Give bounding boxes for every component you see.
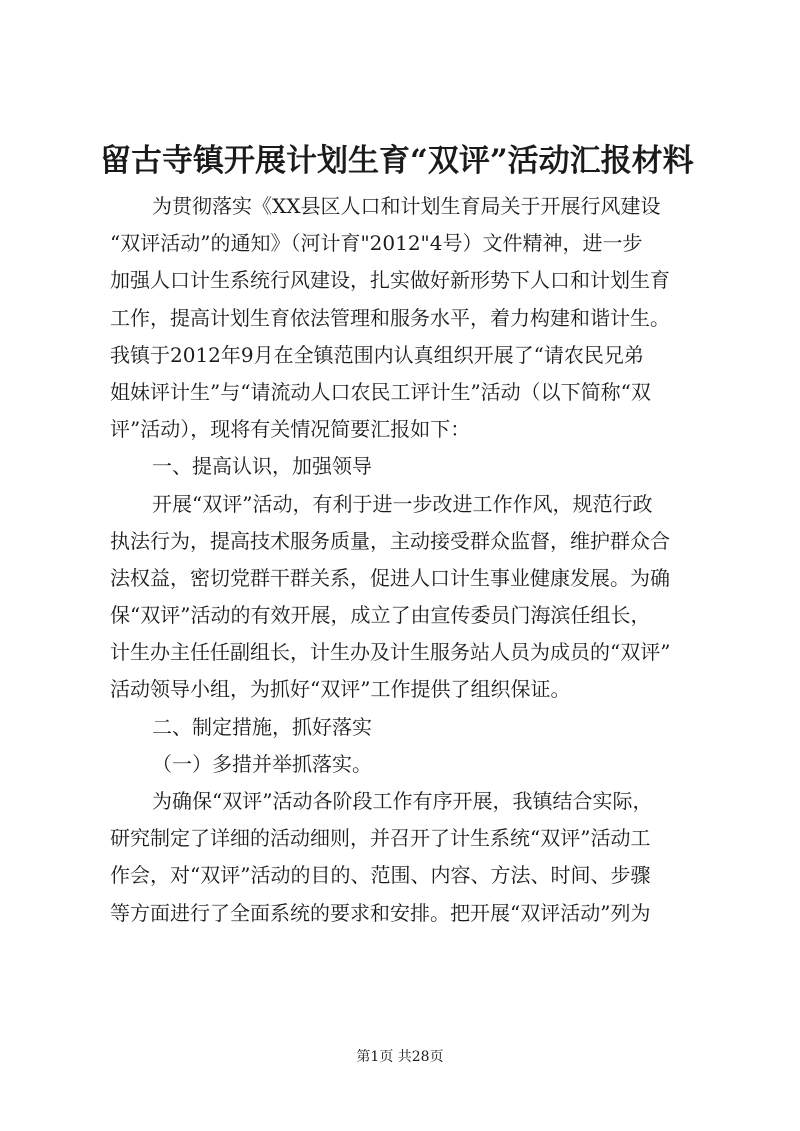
paragraph-line: 法权益，密切党群干群关系，促进人口计生事业健康发展。为确 (110, 565, 670, 590)
paragraph-line: 我镇于2012年9月在全镇范围内认真组织开展了“请农民兄弟 (110, 342, 644, 367)
section-heading: 二、制定措施，抓好落实 (152, 714, 372, 739)
paragraph-line: 等方面进行了全面系统的要求和安排。把开展“双评活动”列为 (110, 900, 651, 925)
paragraph-line: 计生办主任任副组长，计生办及计生服务站人员为成员的“双评” (110, 640, 671, 665)
subsection-heading: （一）多措并举抓落实。 (152, 751, 372, 776)
section-heading: 一、提高认识，加强领导 (152, 454, 372, 479)
paragraph-line: 研究制定了详细的活动细则，并召开了计生系统“双评”活动工 (110, 826, 651, 851)
paragraph-line: “双评活动”的通知》（河计育"2012"4号）文件精神，进一步 (110, 231, 643, 256)
paragraph-line: 姐妹评计生”与“请流动人口农民工评计生”活动（以下简称“双 (110, 379, 651, 404)
page-footer: 第1页 共28页 (356, 1049, 444, 1065)
paragraph-line: 工作，提高计划生育依法管理和服务水平，着力构建和谐计生。 (110, 305, 670, 330)
document-title: 留古寺镇开展计划生育“双评”活动汇报材料 (100, 143, 694, 179)
paragraph-line: 执法行为，提高技术服务质量，主动接受群众监督，维护群众合 (110, 528, 670, 553)
paragraph-line: 为贯彻落实《XX县区人口和计划生育局关于开展行风建设 (152, 194, 661, 218)
paragraph-line: 作会，对“双评”活动的目的、范围、内容、方法、时间、步骤 (110, 863, 651, 888)
document-body (110, 188, 710, 932)
paragraph-line: 评”活动），现将有关情况简要汇报如下： (110, 417, 471, 442)
paragraph-line: 加强人口计生系统行风建设，扎实做好新形势下人口和计划生育 (110, 268, 670, 293)
paragraph-line: 保“双评”活动的有效开展，成立了由宣传委员门海滨任组长， (110, 603, 651, 628)
paragraph-line: 活动领导小组，为抓好“双评”工作提供了组织保证。 (110, 677, 571, 702)
paragraph-line: 开展“双评”活动，有利于进一步改进工作作风，规范行政 (152, 491, 653, 516)
paragraph-line: 为确保“双评”活动各阶段工作有序开展，我镇结合实际， (152, 789, 653, 813)
